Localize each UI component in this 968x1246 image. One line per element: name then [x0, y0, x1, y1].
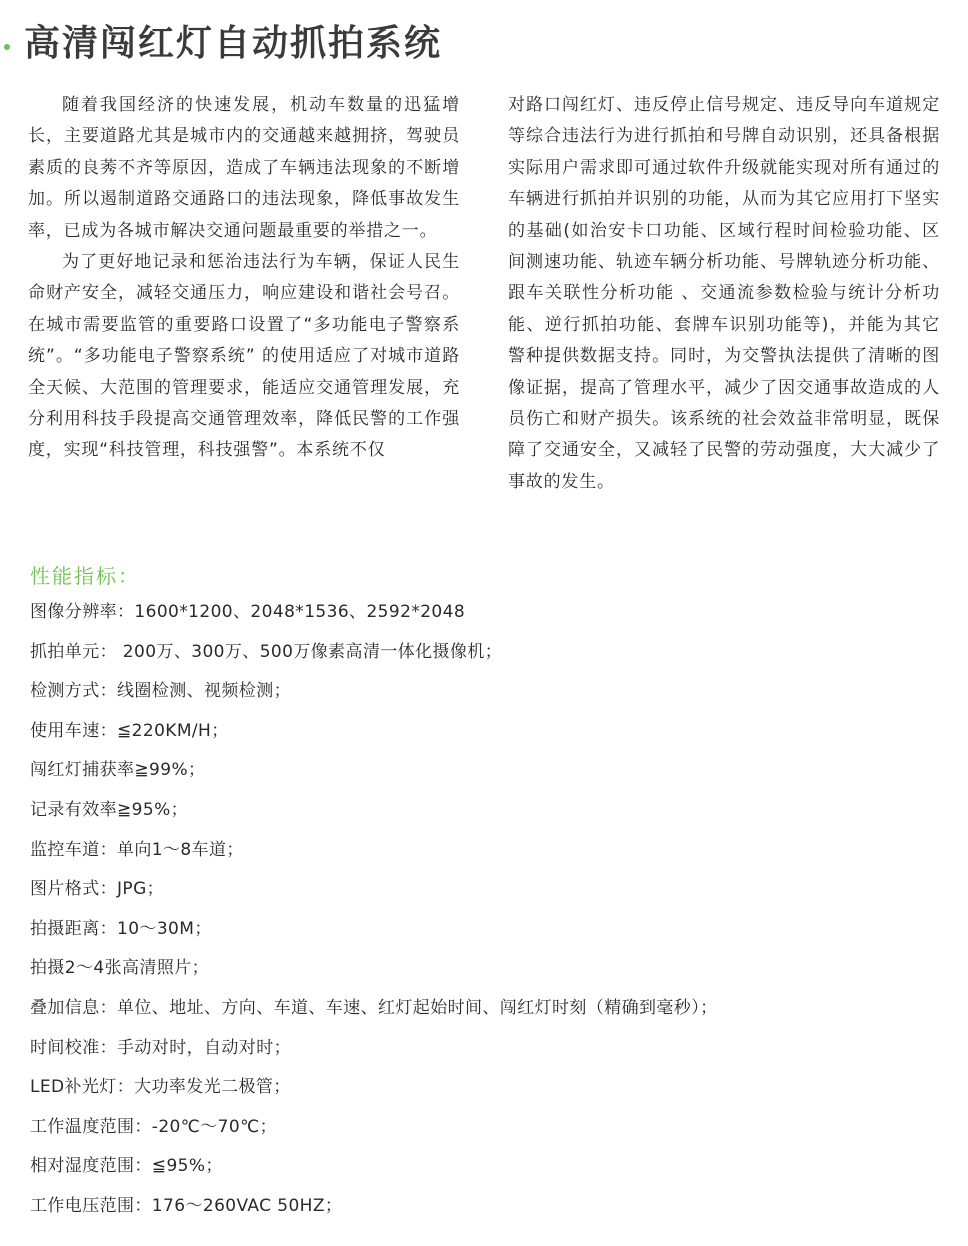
spec-item: 时间校准：手动对时，自动对时；: [30, 1037, 291, 1058]
spec-item: 图像分辨率：1600*1200、2048*1536、2592*2048: [30, 602, 466, 622]
spec-item: 闯红灯捕获率≧99%；: [30, 760, 206, 781]
specs-heading: 性能指标：: [30, 564, 140, 588]
title-bullet-icon: [4, 44, 10, 50]
specs-list: [30, 594, 950, 1228]
spec-item: 拍摄距离：10～30M；: [30, 918, 212, 939]
spec-item: 抓拍单元： 200万、300万、500万像素高清一体化摄像机；: [30, 641, 503, 662]
intro-paragraph-3: 对路口闯红灯、违反停止信号规定、违反导向车道规定等综合违法行为进行抓拍和号牌自动识别，还具备根据实际用户需求即可通过软件升级就能实现对所有通过的车辆进行抓拍并识别的功能，从而为其它应用打下坚实的基础(如治安卡口功能、区域行程时间检验功能、区间测速功能、轨迹车辆分析功能、号牌轨迹分析功能、跟车关联性分析功能 、交通流参数检验与统计分析功能、逆行抓拍功能、套牌车识别功能等)，并能为其它警种提供数据支持。同时，为交警执法提供了清晰的图像证据，提高了管理水平，减少了因交通事故造成的人员伤亡和财产损失。该系统的社会效益非常明显，既保障了交通安全，又减轻了民警的劳动强度，大大减少了事故的发生。: [508, 95, 940, 492]
page-title: 高清闯红灯自动抓拍系统: [24, 21, 443, 64]
intro-paragraph-2: 为了更好地记录和惩治违法行为车辆，保证人民生命财产安全，减轻交通压力，响应建设和谐社会号召。在城市需要监管的重要路口设置了“多功能电子警察系统”。“多功能电子警察系统” 的使用适应了对城市道路全天候、大范围的管理要求，能适应交通管理发展，充分利用科技手段提高交通管理效率，降低民警的工作强度，实现“科技管理，科技强警”。本系统不仅: [28, 252, 460, 461]
intro-right-column: [508, 90, 940, 498]
intro-section: [28, 90, 940, 498]
spec-item: 工作温度范围：-20℃～70℃；: [30, 1116, 277, 1137]
spec-item: 使用车速：≦220KM/H；: [30, 720, 229, 741]
intro-paragraph-1: 随着我国经济的快速发展，机动车数量的迅猛增长，主要道路尤其是城市内的交通越来越拥挤，驾驶员素质的良莠不齐等原因，造成了车辆违法现象的不断增加。所以遏制道路交通路口的违法现象，降低事故发生率，已成为各城市解决交通问题最重要的举措之一。: [28, 95, 460, 241]
spec-item: 工作电压范围：176～260VAC 50HZ；: [30, 1195, 343, 1216]
spec-item: 监控车道：单向1～8车道；: [30, 839, 244, 860]
spec-item: 叠加信息：单位、地址、方向、车道、车速、红灯起始时间、闯红灯时刻（精确到毫秒）；: [30, 997, 718, 1018]
spec-item: 记录有效率≧95%；: [30, 799, 189, 820]
spec-item: LED补光灯：大功率发光二极管；: [30, 1077, 291, 1098]
spec-item: 检测方式：线圈检测、视频检测；: [30, 681, 291, 702]
spec-item: 图片格式：JPG；: [30, 879, 165, 900]
spec-item: 拍摄2～4张高清照片；: [30, 958, 210, 979]
spec-item: 相对湿度范围：≦95%；: [30, 1156, 223, 1177]
intro-left-column: [28, 90, 460, 498]
title-bar: [0, 14, 442, 66]
